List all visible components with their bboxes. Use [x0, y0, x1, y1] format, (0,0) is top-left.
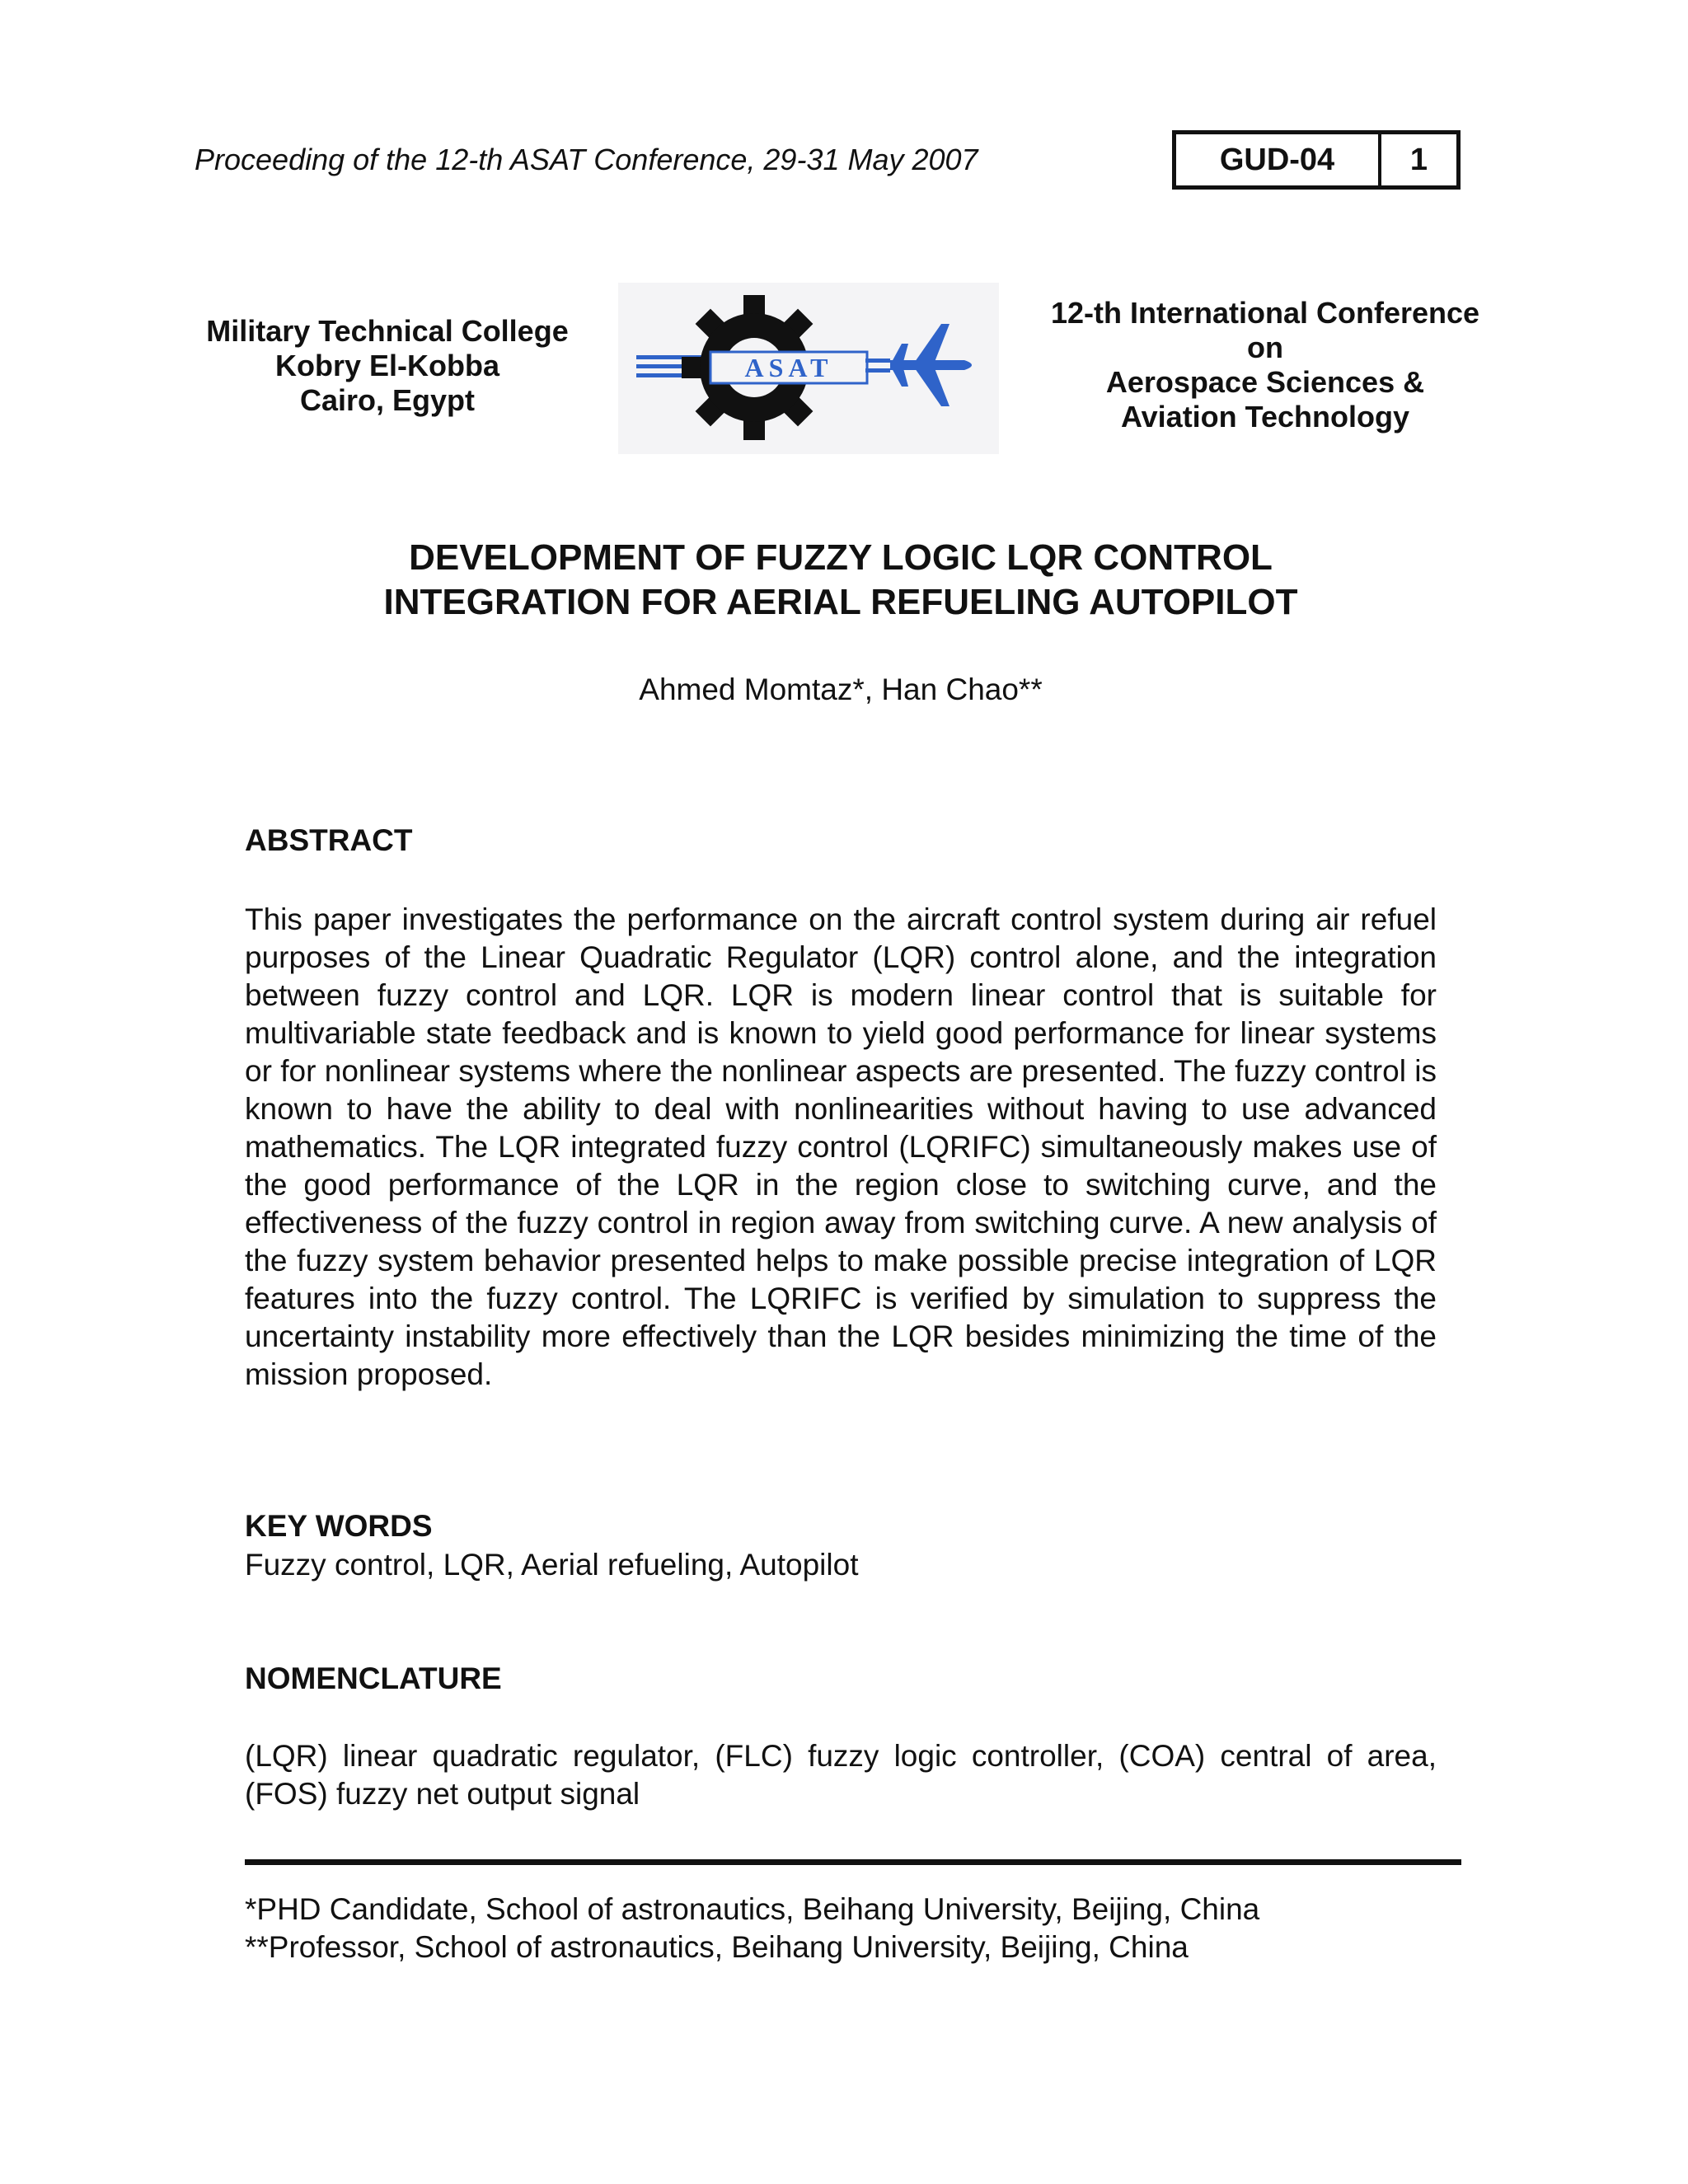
institution-line-2: Kobry El-Kobba [274, 349, 499, 382]
title-line-1: DEVELOPMENT OF FUZZY LOGIC LQR CONTROL [409, 537, 1273, 578]
nomenclature-heading: NOMENCLATURE [245, 1661, 502, 1695]
paper-code-box [1172, 130, 1461, 190]
conference-line-1: 12-th International Conference [1050, 296, 1480, 330]
abstract-heading: ABSTRACT [245, 823, 413, 857]
footnote-1: *PHD Candidate, School of astronautics, Beihang University, Beijing, China [245, 1892, 1260, 1926]
asat-logo [618, 283, 999, 454]
page-number: 1 [1409, 142, 1428, 177]
logo-text: ASAT [744, 353, 833, 382]
footnote-divider [245, 1859, 1461, 1865]
keywords-heading: KEY WORDS [245, 1509, 433, 1543]
paper-code: GUD-04 [1176, 134, 1381, 185]
authors: Ahmed Momtaz*, Han Chao** [639, 673, 1043, 706]
institution-line-3: Cairo, Egypt [299, 383, 476, 417]
keywords-text: Fuzzy control, LQR, Aerial refueling, Autopilot [245, 1548, 859, 1582]
conference-line-4: Aviation Technology [1120, 400, 1409, 434]
abstract-text: This paper investigates the performance on the aircraft control system during air refuel purposes of the Linear Quadratic Regulator (LQR) control alone, and the integration between fuzzy control and LQR. LQR is modern linear control that is suitable for multivariable state feedback and is known to yield good performance for linear systems or for nonlinear systems where the nonlinear aspects are presented. The fuzzy control is known to have the ability to deal with nonlinearities without having to use advanced mathematics. The LQR integrated fuzzy control (LQRIFC) simultaneously makes use of the good performance of the LQR in the region close to switching curve, and the effectiveness of the fuzzy control in region away from switching curve. A new analysis of the fuzzy system behavior presented helps to make possible precise integration of LQR features into the fuzzy control. The LQRIFC is verified by simulation to suppress the uncertainty instability more effectively than the LQR besides minimizing the time of the mission proposed. [245, 902, 1437, 1391]
conference-block [1026, 296, 1504, 434]
title-line-2: INTEGRATION FOR AERIAL REFUELING AUTOPILOT [383, 582, 1298, 622]
asat-logo-graphic [618, 283, 999, 454]
institution-line-1: Military Technical College [206, 314, 569, 348]
conference-line-2: on [1247, 330, 1283, 364]
paper-title [214, 536, 1467, 625]
nomenclature-text: (LQR) linear quadratic regulator, (FLC) fuzzy logic controller, (COA) central of area, (FOS) fuzzy net output signal [245, 1739, 1437, 1811]
proceeding-line: Proceeding of the 12-th ASAT Conference, 29-31 May 2007 [195, 143, 978, 176]
conference-line-3: Aerospace Sciences & [1105, 365, 1425, 399]
footnote-2: **Professor, School of astronautics, Beihang University, Beijing, China [245, 1930, 1189, 1964]
institution-block [185, 314, 589, 418]
